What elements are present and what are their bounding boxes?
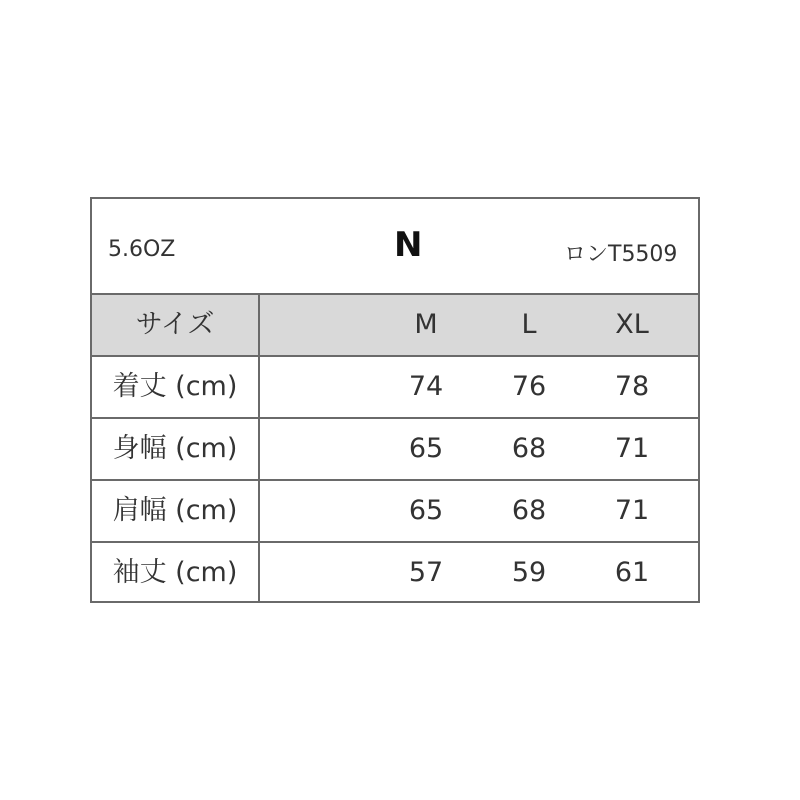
table-cell: 71 [614, 495, 650, 526]
table-cell: 65 [408, 495, 444, 526]
table-row [92, 481, 698, 543]
size-header-row [92, 295, 698, 357]
table-cell: 71 [614, 433, 650, 464]
size-chart-table [90, 197, 700, 603]
table-cell: 59 [511, 557, 547, 588]
fabric-weight: 5.6OZ [108, 237, 176, 262]
row-label-shoulder: 肩幅 (cm) [92, 481, 260, 541]
table-cell: 78 [614, 371, 650, 402]
table-cell: 68 [511, 495, 547, 526]
table-row [92, 419, 698, 481]
table-row [92, 543, 698, 603]
row-label-chest: 身幅 (cm) [92, 419, 260, 479]
table-row [92, 357, 698, 419]
product-name: ロンT5509 [564, 242, 678, 267]
row-label-length: 着丈 (cm) [92, 357, 260, 417]
size-header-label: サイズ [92, 295, 260, 355]
table-cell: 57 [408, 557, 444, 588]
title-row [92, 199, 698, 295]
table-cell: 61 [614, 557, 650, 588]
size-l: L [521, 309, 537, 340]
table-cell: 65 [408, 433, 444, 464]
row-label-sleeve: 袖丈 (cm) [92, 543, 260, 603]
brand-logo: N [394, 225, 423, 265]
table-cell: 74 [408, 371, 444, 402]
table-cell: 68 [511, 433, 547, 464]
size-m: M [414, 309, 438, 340]
size-xl: XL [615, 309, 649, 340]
table-cell: 76 [511, 371, 547, 402]
